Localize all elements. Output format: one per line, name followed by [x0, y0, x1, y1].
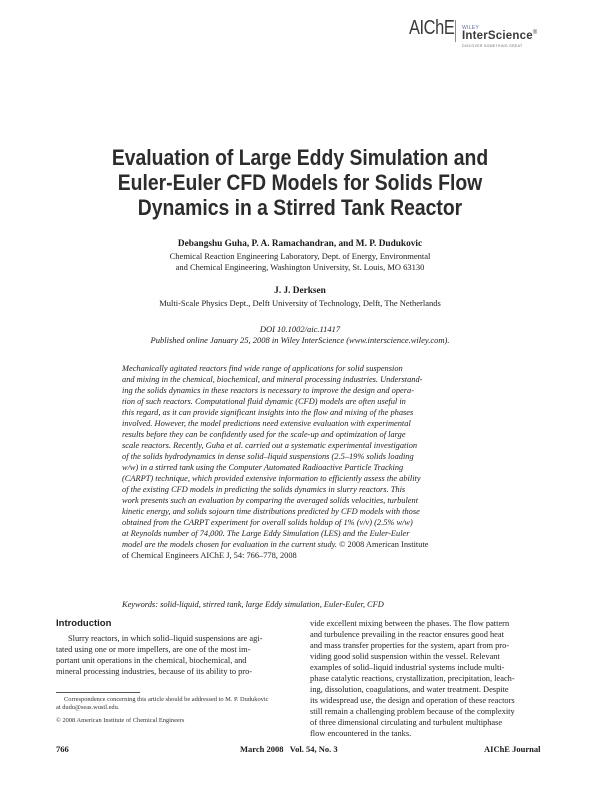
abstract-citation: of Chemical Engineers AIChE J, 54: 766–778, 2008 — [122, 551, 297, 560]
abstract-line: results before they can be confidently used for the scale-up and optimization of large — [122, 430, 406, 439]
publication-info: Published online January 25, 2008 in Wiley InterScience (www.interscience.wiley.com). — [150, 335, 450, 345]
abstract-line: kinetic energy, and solids sojourn time distributions predicted by CFD models with those — [122, 507, 420, 516]
body-line: and mass transfer properties for the system, apart from pro- — [310, 641, 510, 650]
doi: DOI 10.1002/aic.11417 — [259, 324, 341, 334]
logo-divider — [455, 20, 456, 42]
abstract-line: w/w) in a stirred tank using the Computer Automated Radioactive Particle Tracking — [122, 463, 404, 472]
journal-name: AIChE Journal — [484, 744, 541, 754]
author-list: Debangshu Guha, P. A. Ramachandran, and M. P. Dudukovic — [177, 239, 423, 249]
body-line: ing, dissolution, coagulations, and water treatment. Despite — [310, 685, 509, 694]
footnote-line: at dudu@seas.wustl.edu. — [56, 704, 120, 711]
abstract-line: model are the models chosen for evaluation in the current study. © 2008 American Institute — [122, 540, 429, 549]
body-line: tated using one or more impellers, are one of the most im- — [56, 645, 251, 654]
abstract-line: (CARPT) technique, which provided extensive information to efficiently assess the ability — [122, 474, 421, 483]
page-number: 766 — [56, 744, 69, 754]
title-line: Dynamics in a Stirred Tank Reactor — [137, 195, 463, 220]
affiliation-1 — [60, 251, 540, 273]
abstract-line: involved. However, the model predictions need extensive evaluation with experimental — [122, 419, 411, 428]
affiliation-2: Multi-Scale Physics Dept., Delft University of Technology, Delft, The Netherlands — [159, 298, 441, 308]
affiliation-line: and Chemical Engineering, Washington University, St. Louis, MO 63130 — [175, 262, 425, 272]
footnote-rule — [56, 692, 140, 693]
abstract — [122, 363, 486, 561]
body-line: examples of solid–liquid industrial systems include multi- — [310, 663, 505, 672]
abstract-line: and mixing in the chemical, biochemical, and mineral processing industries. Understand- — [122, 375, 423, 384]
abstract-line: work presents such an evaluation by comparing the averaged solids velocities, turbulent — [122, 496, 419, 505]
correspondence-footnote — [56, 696, 306, 712]
logo-tagline: DISCOVER SOMETHING GREAT — [462, 44, 523, 48]
abstract-line: obtained from the CARPT experiment for overall solids holdup of 1% (v/v) (2.5% w/w) — [122, 518, 413, 527]
body-line: viding good solid suspension within the vessel. Relevant — [310, 652, 500, 661]
section-heading-introduction: Introduction — [56, 618, 112, 629]
abstract-line: this regard, as it can provide significant insights into the flow and mixing of the phases — [122, 408, 414, 417]
intro-column-2 — [310, 618, 555, 739]
author-2: J. J. Derksen — [274, 286, 326, 296]
paper-title — [60, 145, 540, 220]
body-line: Slurry reactors, in which solid–liquid suspensions are agi- — [68, 634, 263, 643]
wiley-label: WILEY — [462, 25, 480, 31]
abstract-line: ing the solids dynamics in these reactors is necessary to improve the design and opera- — [122, 386, 414, 395]
body-line: and turbulence prevailing in the reactor ensures good heat — [310, 630, 504, 639]
body-line: still remain a challenging problem because of the complexity — [310, 707, 515, 716]
interscience-logo: InterScience® — [462, 30, 538, 42]
keywords: Keywords: solid-liquid, stirred tank, large Eddy simulation, Euler-Euler, CFD — [122, 600, 384, 609]
title-line: Evaluation of Large Eddy Simulation and — [111, 145, 489, 170]
intro-column-1 — [56, 633, 301, 677]
abstract-line: of the solids hydrodynamics in dense solid–liquid suspensions (2.5–19% solids loading — [122, 452, 414, 461]
abstract-line: Mechanically agitated reactors find wide range of applications for solid suspension — [122, 364, 403, 373]
body-line: its widespread use, the design and operation of these reactors — [310, 696, 515, 705]
body-line: phase catalytic reactions, crystallization, precipitation, leach- — [310, 674, 515, 683]
abstract-line: of the existing CFD models in predicting the solids dynamics in slurry reactors. This — [122, 485, 406, 494]
body-line: mineral processing industries, because of its ability to pro- — [56, 667, 253, 676]
footnote-line: Correspondence concerning this article should be addressed to M. P. Dudukovic — [64, 696, 269, 703]
body-line: portant unit operations in the chemical, biochemical, and — [56, 656, 247, 665]
issue-info: March 2008 Vol. 54, No. 3 — [240, 744, 338, 754]
abstract-copyright: © 2008 American Institute — [337, 540, 429, 549]
abstract-line: at Reynolds number of 74,000. The Large Eddy Simulation (LES) and the Euler-Euler — [122, 529, 410, 538]
abstract-line: scale reactors. Recently, Guha et al. carried out a systematic experimental investigation — [122, 441, 418, 450]
body-line: vide excellent mixing between the phases. The flow pattern — [310, 619, 510, 628]
body-line: flow encountered in the tanks. — [310, 729, 412, 738]
affiliation-line: Chemical Reaction Engineering Laboratory, Dept. of Energy, Environmental — [169, 251, 431, 261]
abstract-line: tion of such reactors. Computational fluid dynamic (CFD) models are often useful in — [122, 397, 406, 406]
aiche-logo: AIChE — [409, 17, 455, 39]
title-line: Euler-Euler CFD Models for Solids Flow — [117, 170, 483, 195]
body-line: of three dimensional circulating and turbulent multiphase — [310, 718, 503, 727]
copyright-notice: © 2008 American Institute of Chemical Engineers — [56, 717, 185, 724]
